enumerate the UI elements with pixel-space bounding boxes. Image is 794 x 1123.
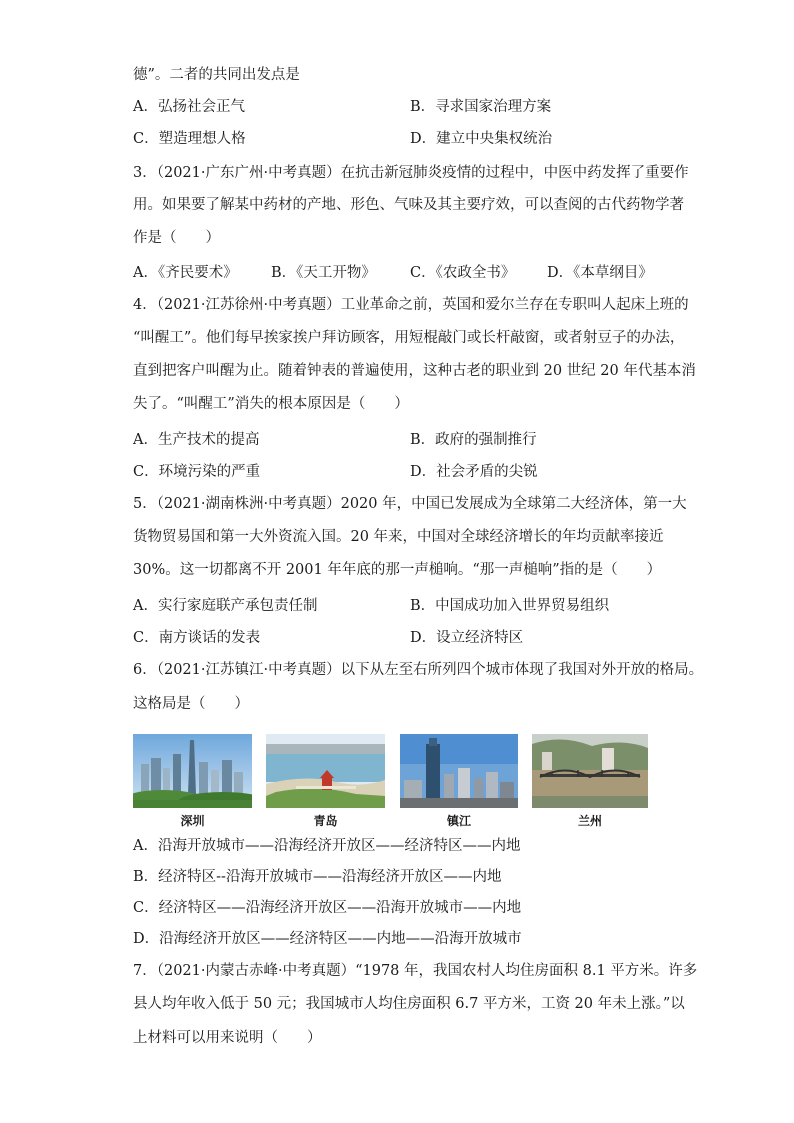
caption-zhenjiang: 镇江 xyxy=(446,814,471,828)
q4-option-c[interactable]: C．环境污染的严重 xyxy=(133,464,261,480)
q2-option-a[interactable]: A．弘扬社会正气 xyxy=(133,99,245,115)
q6-option-b[interactable]: B．经济特区--沿海开放城市——沿海经济开放区——内地 xyxy=(133,869,502,885)
q3-option-c[interactable]: C．《农政全书》 xyxy=(410,265,516,281)
q5-option-d[interactable]: D．设立经济特区 xyxy=(410,630,524,646)
q6-option-c[interactable]: C．经济特区——沿海经济开放区——沿海开放城市——内地 xyxy=(133,900,522,916)
q4-option-d[interactable]: D．社会矛盾的尖锐 xyxy=(410,464,538,480)
shenzhen-photo xyxy=(133,734,252,808)
zhenjiang-photo xyxy=(400,734,518,808)
q4-stem-line-3: 直到把客户叫醒为止。随着钟表的普遍使用，这种古老的职业到 20 世纪 20 年代基本消 xyxy=(133,363,696,379)
q2-option-d[interactable]: D．建立中央集权统治 xyxy=(410,131,553,147)
q6-option-a[interactable]: A．沿海开放城市——沿海经济开放区——经济特区——内地 xyxy=(133,838,521,854)
q5-stem-line-3: 30%。这一切都离不开 2001 年年底的那一声槌响。“那一声槌响”指的是（ ） xyxy=(133,562,662,578)
q3-stem-line-1: 3．（2021·广东广州·中考真题）在抗击新冠肺炎疫情的过程中，中医中药发挥了重要作 xyxy=(133,165,689,181)
q7-stem-line-2: 县人均年收入低于 50 元；我国城市人均住房面积 6.7 平方米，工资 20 年未上涨。”以 xyxy=(133,996,685,1012)
q4-stem-line-2: “叫醒工”。他们每早挨家挨户拜访顾客，用短棍敲门或长杆敲窗，或者射豆子的办法， xyxy=(133,330,685,346)
caption-lanzhou: 兰州 xyxy=(577,814,602,828)
q4-stem-line-4: 失了。“叫醒工”消失的根本原因是（ ） xyxy=(133,396,409,412)
q5-stem-line-2: 货物贸易国和第一大外资流入国。20 年来，中国对全球经济增长的年均贡献率接近 xyxy=(133,529,664,545)
q5-option-c[interactable]: C．南方谈话的发表 xyxy=(133,630,261,646)
q6-option-d[interactable]: D．沿海经济开放区——经济特区——内地——沿海开放城市 xyxy=(133,931,522,947)
q6-stem-line-2: 这格局是（ ） xyxy=(133,696,249,712)
q3-option-b[interactable]: B．《天工开物》 xyxy=(271,265,376,281)
q5-option-b[interactable]: B．中国成功加入世界贸易组织 xyxy=(410,598,610,614)
q2-option-c[interactable]: C．塑造理想人格 xyxy=(133,131,246,147)
q7-stem-line-3: 上材料可以用来说明（ ） xyxy=(133,1030,322,1046)
q7-stem-line-1: 7．（2021·内蒙古赤峰·中考真题）“1978 年，我国农村人均住房面积 8.1 平方米。许多 xyxy=(133,963,698,979)
q5-option-a[interactable]: A．实行家庭联产承包责任制 xyxy=(133,598,318,614)
caption-qingdao: 青岛 xyxy=(313,814,338,828)
q3-stem-line-3: 作是（ ） xyxy=(133,230,220,246)
q5-stem-line-1: 5．（2021·湖南株洲·中考真题）2020 年，中国已发展成为全球第二大经济体，第一大 xyxy=(133,496,687,512)
q2-option-b[interactable]: B．寻求国家治理方案 xyxy=(410,99,552,115)
q4-stem-line-1: 4．（2021·江苏徐州·中考真题）工业革命之前，英国和爱尔兰存在专职叫人起床上班的 xyxy=(133,297,689,313)
caption-shenzhen: 深圳 xyxy=(180,814,205,828)
q4-option-a[interactable]: A．生产技术的提高 xyxy=(133,432,260,448)
lanzhou-photo xyxy=(532,734,648,808)
q2-stem-continuation: 德”。二者的共同出发点是 xyxy=(133,67,300,83)
q4-option-b[interactable]: B．政府的强制推行 xyxy=(410,432,537,448)
qingdao-photo xyxy=(266,734,385,808)
q6-stem-line-1: 6．（2021·江苏镇江·中考真题）以下从左至右所列四个城市体现了我国对外开放的格局。 xyxy=(133,662,704,678)
q3-option-a[interactable]: A．《齐民要术》 xyxy=(133,265,238,281)
q3-option-d[interactable]: D．《本草纲目》 xyxy=(547,265,653,281)
q3-stem-line-2: 用。如果要了解某中药材的产地、形色、气味及其主要疗效，可以查阅的古代药物学著 xyxy=(133,197,684,213)
